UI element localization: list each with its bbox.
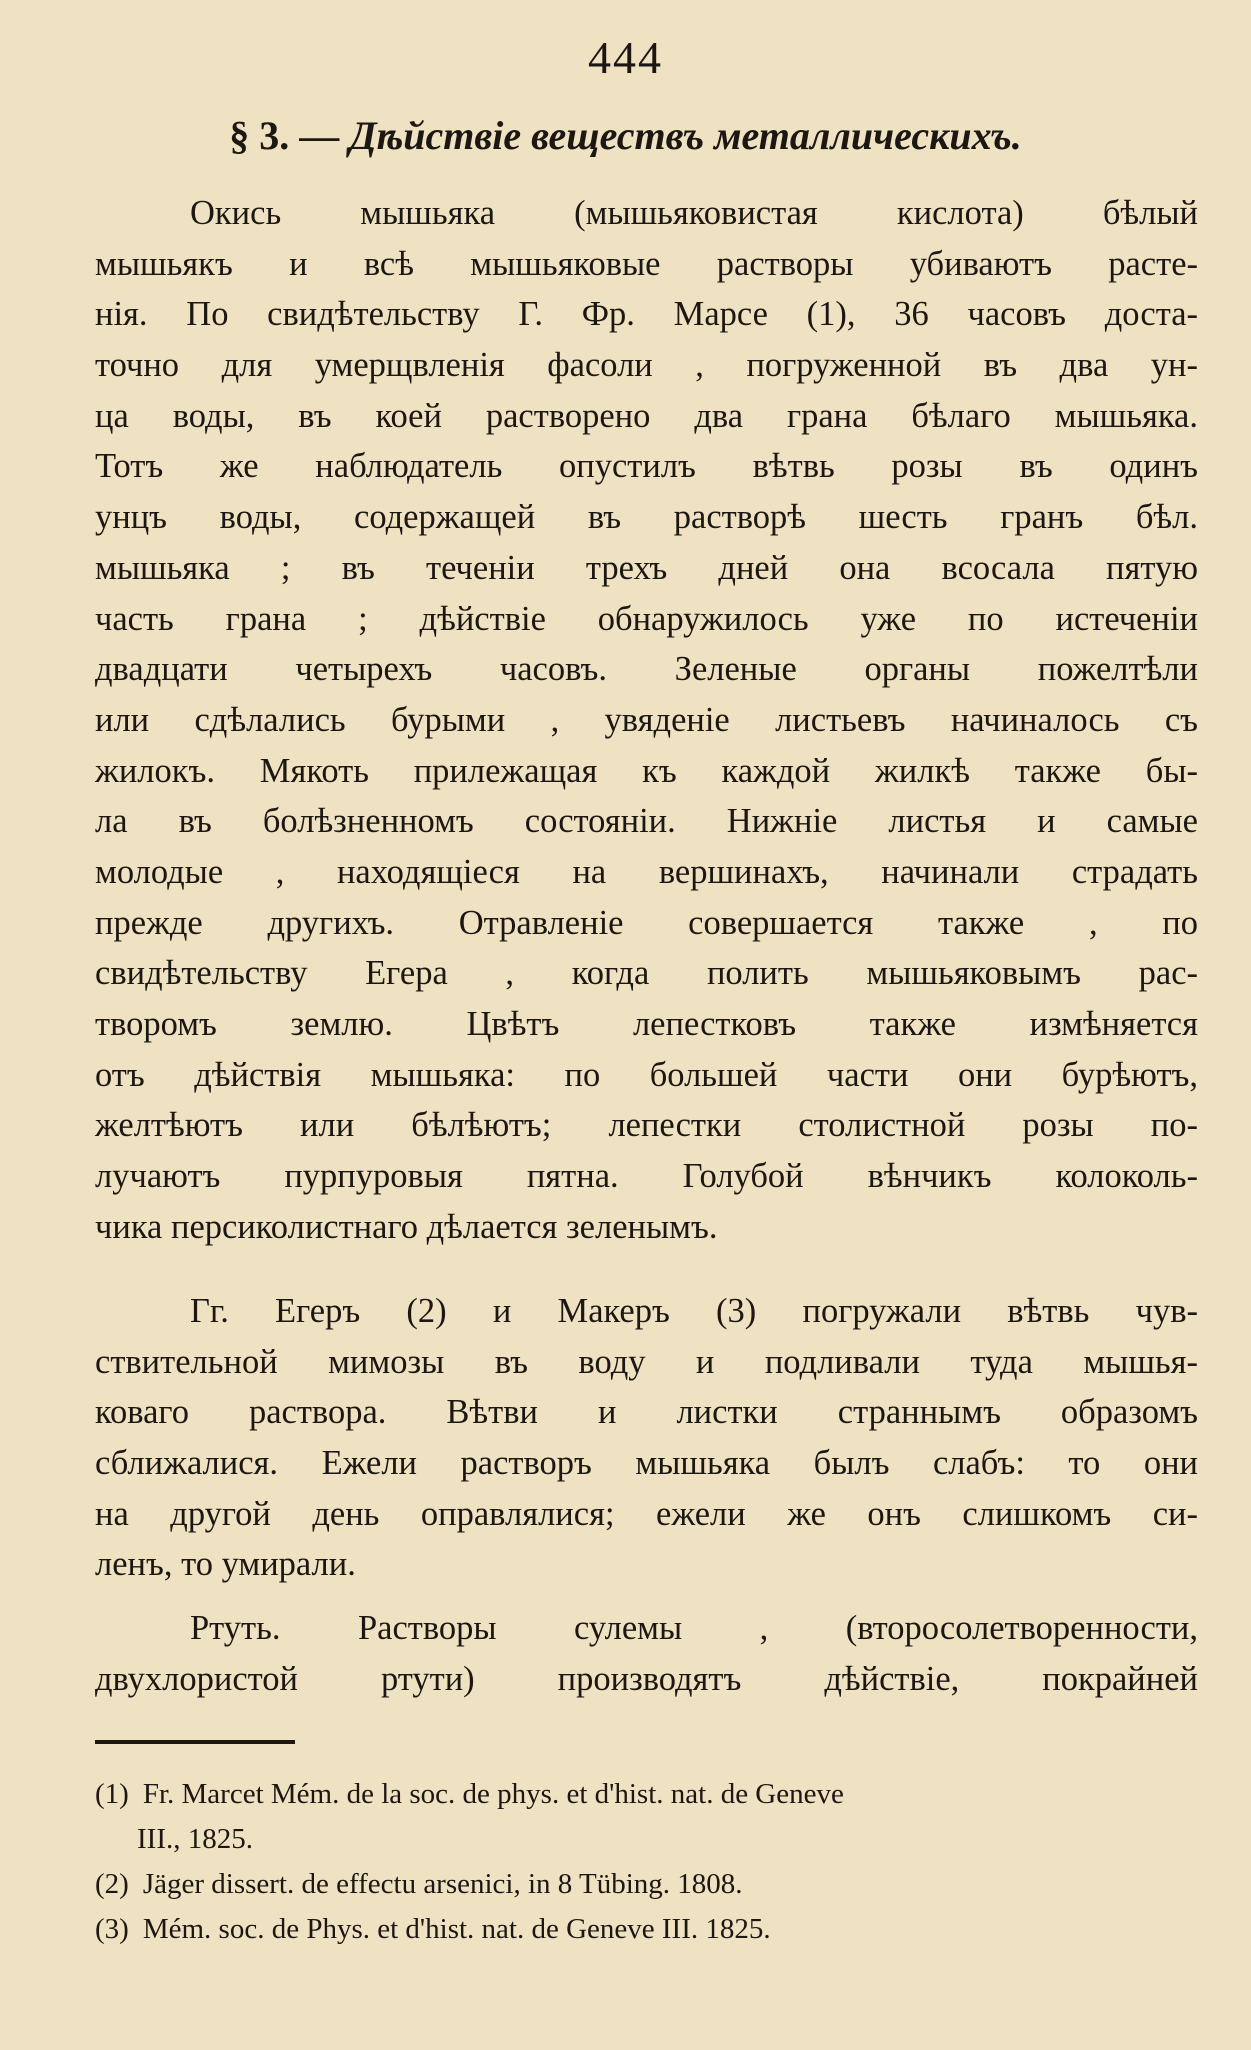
text-line: отъ дѣйствія мышьяка: по большей части они бурѣютъ, [95, 1055, 1198, 1094]
paragraph-mercury [95, 1603, 1198, 1704]
paragraph-arsenic [95, 188, 1198, 1252]
text-line: сближалися. Ежели растворъ мышьяка былъ слабъ: то они [95, 1444, 1198, 1483]
text-line: мышьякъ и всѣ мышьяковые растворы убиваютъ расте- [95, 244, 1198, 283]
footnote-text: Jäger dissert. de effectu arsenici, in 8 Tübing. 1808. [142, 1868, 743, 1900]
page-number: 444 [588, 32, 663, 83]
text-line: двухлористой ртути) производятъ дѣйствіе, покрайней [95, 1659, 1198, 1698]
paragraph-mimosa [95, 1286, 1198, 1590]
text-line: Ртуть. Растворы сулемы , (второсолетворенности, [190, 1609, 1198, 1647]
text-line: двадцати четырехъ часовъ. Зеленые органы пожелтѣли [95, 650, 1198, 689]
text-line: Тотъ же наблюдатель опустилъ вѣтвь розы въ одинъ [95, 447, 1198, 486]
footnote-mark: (1) [95, 1778, 129, 1810]
text-line: точно для умерщвленія фасоли , погруженной въ два ун- [95, 346, 1198, 385]
text-line: унцъ воды, содержащей въ растворѣ шесть гранъ бѣл. [95, 498, 1198, 537]
text-line: лучаютъ пурпуровыя пятна. Голубой вѣнчикъ колоколь- [95, 1157, 1198, 1196]
text-line: на другой день оправлялися; ежели же онъ слишкомъ си- [95, 1494, 1198, 1533]
text-line: ствительной мимозы въ воду и подливали туда мышья- [95, 1342, 1198, 1381]
footnote-text: Mém. soc. de Phys. et d'hist. nat. de Geneve III. 1825. [142, 1913, 771, 1945]
text-line: Окись мышьяка (мышьяковистая кислота) бѣлый [190, 194, 1198, 232]
section-number: § 3. — [229, 113, 340, 158]
text-line: чика персиколистнаго дѣлается зеленымъ. [95, 1207, 718, 1246]
footnotes [95, 1772, 1198, 1952]
text-line: нія. По свидѣтельству Г. Фр. Марсе (1), 36 часовъ доста- [95, 295, 1198, 334]
footnote-1 [95, 1772, 1198, 1817]
text-line: творомъ землю. Цвѣтъ лепестковъ также измѣняется [95, 1005, 1198, 1043]
section-heading [0, 108, 1251, 164]
text-line: ла въ болѣзненномъ состояніи. Нижніе листья и самые [95, 802, 1198, 841]
footnote-text: Fr. Marcet Mém. de la soc. de phys. et d'hist. nat. de Geneve [142, 1778, 844, 1810]
footnote-mark: (3) [95, 1913, 129, 1945]
text-line: жилокъ. Мякоть прилежащая къ каждой жилкѣ также бы- [95, 751, 1198, 790]
footnote-1-continuation: III., 1825. [137, 1823, 253, 1855]
text-line: часть грана ; дѣйствіе обнаружилось уже по истеченіи [95, 599, 1198, 638]
footnote-3 [95, 1907, 1198, 1952]
text-line: коваго раствора. Вѣтви и листки страннымъ образомъ [95, 1393, 1198, 1432]
text-line: ленъ, то умирали. [95, 1545, 356, 1584]
footnote-2 [95, 1862, 1198, 1907]
footnote-mark: (2) [95, 1868, 129, 1900]
text-line: ца воды, въ коей растворено два грана бѣлаго мышьяка. [95, 396, 1198, 435]
section-title: Дѣйствіе веществъ металлическихъ. [349, 113, 1022, 158]
text-line: Гг. Егеръ (2) и Макеръ (3) погружали вѣтвь чув- [190, 1292, 1198, 1330]
text-line: желтѣютъ или бѣлѣютъ; лепестки столистной розы по- [95, 1106, 1198, 1145]
footnote-divider [95, 1740, 295, 1744]
text-line: свидѣтельству Егера , когда полить мышьяковымъ рас- [95, 954, 1198, 993]
text-line: прежде другихъ. Отравленіе совершается также , по [95, 903, 1198, 942]
text-line: мышьяка ; въ теченіи трехъ дней она всосала пятую [95, 548, 1198, 587]
text-line: молодые , находящіеся на вершинахъ, начинали страдать [95, 852, 1198, 891]
text-line: или сдѣлались бурыми , увяденіе листьевъ начиналось съ [95, 700, 1198, 739]
